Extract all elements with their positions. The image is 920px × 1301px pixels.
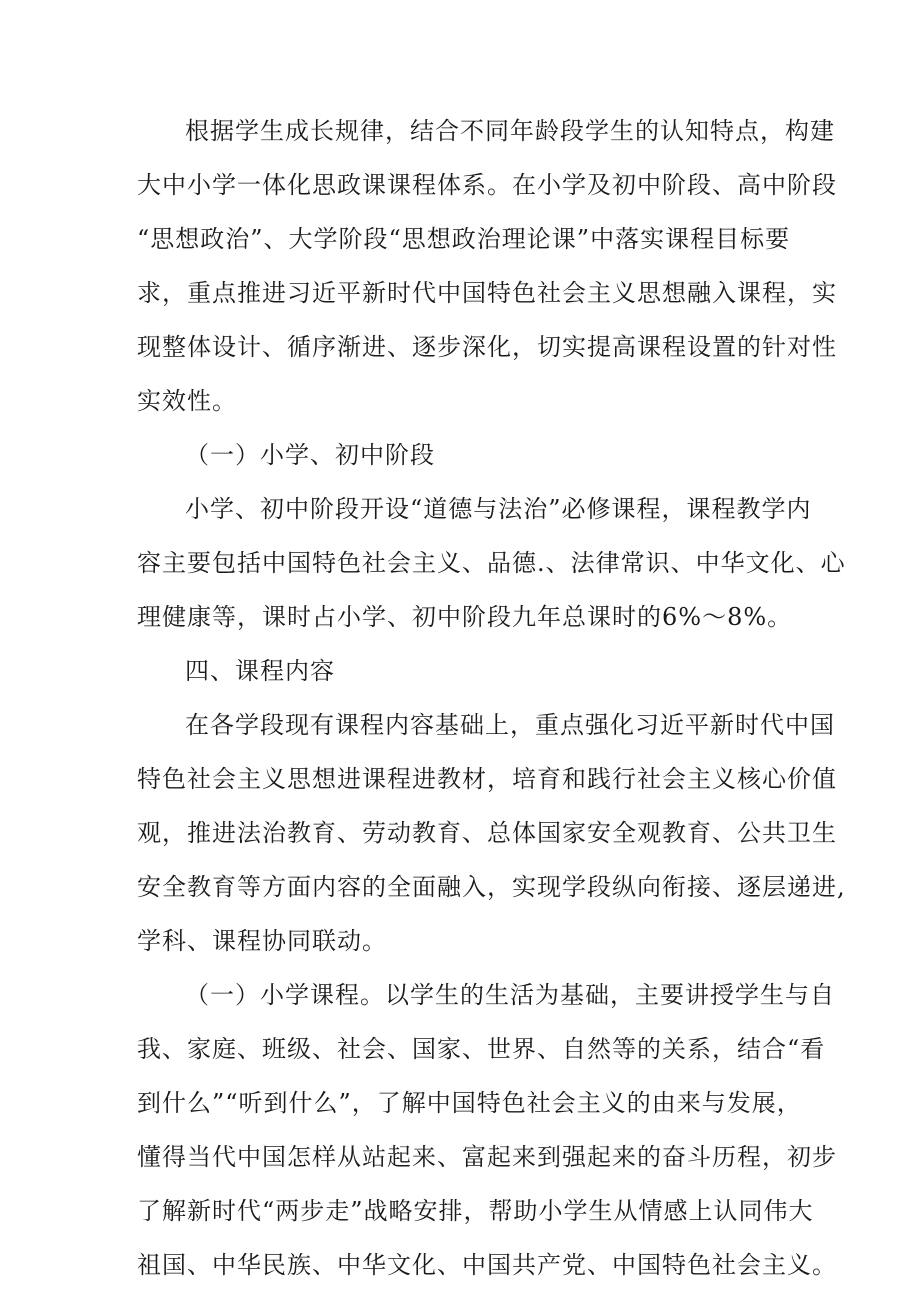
paragraph-3-line-4: 安全教育等方面内容的全面融入，实现学段纵向衔接、逐层递进, [137,873,846,901]
paragraph-2-line-1: 小学、初中阶段开设“道德与法治”必修课程，课程教学内 [185,495,812,523]
paragraph-4-line-4: 懂得当代中国怎样从站起来、富起来到强起来的奋斗历程，初步 [137,1143,837,1171]
paragraph-2-line-2: 容主要包括中国特色社会主义、品德.、法律常识、中华文化、心 [137,549,846,577]
paragraph-3-line-2: 特色社会主义思想进课程进教材，培育和践行社会主义核心价值 [137,765,837,793]
paragraph-1-line-3: “思想政治”、大学阶段“思想政治理论课”中落实课程目标要 [137,225,791,253]
paragraph-1-line-1: 根据学生成长规律，结合不同年龄段学生的认知特点，构建 [185,117,835,145]
paragraph-4-line-2: 我、家庭、班级、社会、国家、世界、自然等的关系，结合“看 [137,1035,826,1063]
paragraph-1-line-5: 现整体设计、循序渐进、逐步深化，切实提高课程设置的针对性 [137,333,837,361]
paragraph-4-line-1: （一）小学课程。以学生的生活为基础，主要讲授学生与自 [185,981,835,1009]
paragraph-1-line-6: 实效性。 [137,387,237,415]
paragraph-3-line-5: 学科、课程协同联动。 [137,927,387,955]
paragraph-1-line-4: 求，重点推进习近平新时代中国特色社会主义思想融入课程，实 [137,279,837,307]
paragraph-2-line-3: 理健康等，课时占小学、初中阶段九年总课时的6%～8%。 [137,603,793,631]
paragraph-4-line-5: 了解新时代“两步走”战略安排，帮助小学生从情感上认同伟大 [137,1197,814,1225]
section-heading-course-content: 四、课程内容 [185,657,335,685]
paragraph-4-line-3: 到什么”“听到什么”，了解中国特色社会主义的由来与发展， [137,1089,802,1117]
document-body [137,104,846,1292]
paragraph-3-line-1: 在各学段现有课程内容基础上，重点强化习近平新时代中国 [185,711,835,739]
paragraph-3-line-3: 观，推进法治教育、劳动教育、总体国家安全观教育、公共卫生 [137,819,837,847]
paragraph-1-line-2: 大中小学一体化思政课课程体系。在小学及初中阶段、高中阶段 [137,171,837,199]
paragraph-4-line-6: 祖国、中华民族、中华文化、中国共产党、中国特色社会主义。 [137,1251,837,1279]
section-heading-primary-junior: （一）小学、初中阶段 [185,441,435,469]
